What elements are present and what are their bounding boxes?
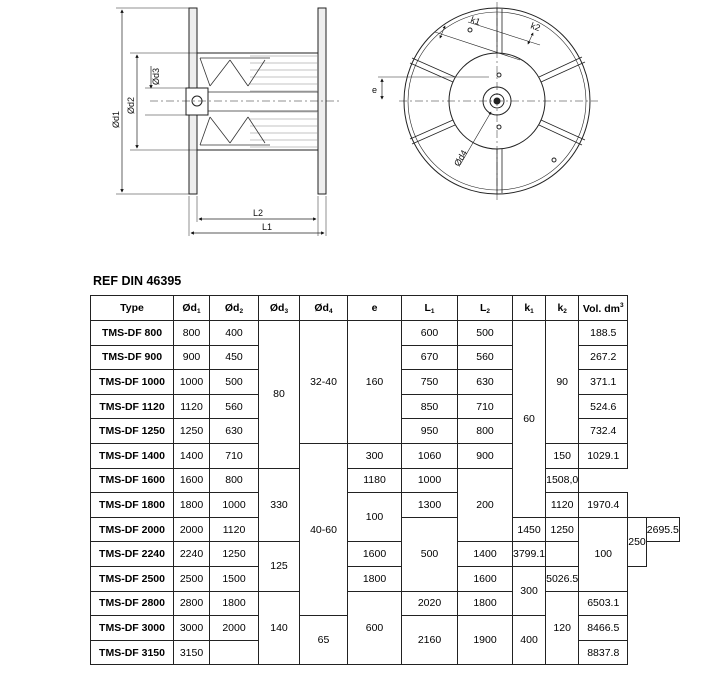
cell-volume: 371.1 — [579, 370, 628, 395]
cell-d1: 1400 — [174, 443, 210, 468]
cell-d4: 32-40 — [300, 321, 348, 444]
cell-L1: 1800 — [348, 566, 402, 591]
cell-type: TMS-DF 3000 — [91, 616, 174, 641]
cell-L1: 2160 — [402, 616, 458, 665]
cell-L1: 750 — [402, 370, 458, 395]
cell-type: TMS-DF 2500 — [91, 566, 174, 591]
cell-d1: 2800 — [174, 591, 210, 616]
cell-k2: 150 — [546, 443, 579, 468]
cell-L2: 1600 — [458, 566, 513, 591]
cell-k2: 200 — [458, 468, 513, 542]
header-row — [91, 296, 680, 321]
label-e: e — [372, 85, 378, 95]
cell-L2: 1250 — [546, 517, 579, 542]
cell-d1: 2500 — [174, 566, 210, 591]
cell-volume: 3799.1 — [513, 542, 546, 567]
cell-L2: 1120 — [546, 493, 579, 518]
cell-e: 330 — [259, 468, 300, 542]
cell-type: TMS-DF 900 — [91, 345, 174, 370]
cell-type: TMS-DF 3150 — [91, 640, 174, 665]
cell-d2: 630 — [210, 419, 259, 444]
cell-type: TMS-DF 2800 — [91, 591, 174, 616]
cell-d2: 1250 — [210, 542, 259, 567]
label-d4: Ød4 — [452, 148, 470, 168]
cell-L1: 600 — [402, 321, 458, 346]
cell-L1: 670 — [402, 345, 458, 370]
label-d2: Ød2 — [126, 96, 136, 114]
cell-e: 500 — [402, 517, 458, 591]
cell-L1: 1450 — [513, 517, 546, 542]
header-d3: $Ød_3$ — [259, 296, 300, 321]
cell-type: TMS-DF 1000 — [91, 370, 174, 395]
cell-k2: 90 — [546, 321, 579, 444]
cell-d1: 1800 — [174, 493, 210, 518]
cell-L2: 560 — [458, 345, 513, 370]
cell-L1: 950 — [402, 419, 458, 444]
cell-volume: 2695.5 — [646, 517, 679, 542]
cell-type: TMS-DF 2240 — [91, 542, 174, 567]
cell-type: TMS-DF 1800 — [91, 493, 174, 518]
front-view — [378, 2, 598, 200]
cell-k1: 120 — [546, 591, 579, 665]
cell-e: 600 — [348, 591, 402, 665]
cell-d1: 900 — [174, 345, 210, 370]
cell-e: 300 — [348, 443, 402, 468]
cell-d3: 125 — [259, 542, 300, 591]
cell-d1: 2000 — [174, 517, 210, 542]
table-row — [91, 321, 680, 346]
cell-L2: 800 — [458, 419, 513, 444]
cell-volume: 1029.1 — [579, 443, 628, 468]
cell-type: TMS-DF 1600 — [91, 468, 174, 493]
table-row — [91, 443, 680, 468]
reel-specification-table — [90, 295, 680, 665]
cell-L1: 850 — [402, 394, 458, 419]
header-e: e — [348, 296, 402, 321]
header-L2: $L_2$ — [458, 296, 513, 321]
table-row — [91, 468, 680, 493]
cell-volume: 1970.4 — [579, 493, 628, 518]
side-view — [116, 8, 340, 236]
cell-k1: 60 — [513, 321, 546, 518]
cell-d2: 560 — [210, 394, 259, 419]
cell-d2: 710 — [210, 443, 259, 468]
cell-k2: 400 — [513, 616, 546, 665]
cell-L1: 2020 — [402, 591, 458, 616]
cell-L2: 710 — [458, 394, 513, 419]
reel-technical-drawing — [0, 0, 705, 270]
header-type: Type — [91, 296, 174, 321]
cell-d2: 500 — [210, 370, 259, 395]
cell-L2: 900 — [458, 443, 513, 468]
cell-d1: 2240 — [174, 542, 210, 567]
cell-k1: 100 — [579, 517, 628, 591]
cell-volume: 6503.1 — [579, 591, 628, 616]
cell-d1: 1000 — [174, 370, 210, 395]
cell-d1: 1120 — [174, 394, 210, 419]
cell-type: TMS-DF 1250 — [91, 419, 174, 444]
table-row — [91, 591, 680, 616]
cell-volume: 1508,0 — [546, 468, 579, 493]
cell-L2: 1000 — [402, 468, 458, 493]
cell-volume: 8837.8 — [579, 640, 628, 665]
cell-d2: 400 — [210, 321, 259, 346]
header-d1: $Ød_1$ — [174, 296, 210, 321]
label-L1: L1 — [262, 222, 273, 232]
cell-type: TMS-DF 800 — [91, 321, 174, 346]
cell-L2: 1900 — [458, 616, 513, 665]
header-d4: $Ød_4$ — [300, 296, 348, 321]
label-d3: Ød3 — [151, 67, 161, 85]
cell-d2: 1120 — [210, 517, 259, 542]
cell-k2: 250 — [628, 517, 647, 566]
header-L1: $L_1$ — [402, 296, 458, 321]
cell-d3: 80 — [259, 321, 300, 469]
cell-volume: 732.4 — [579, 419, 628, 444]
cell-d2: 2000 — [210, 616, 259, 641]
cell-L2: 630 — [458, 370, 513, 395]
cell-volume: 188.5 — [579, 321, 628, 346]
cell-d2: 450 — [210, 345, 259, 370]
cell-L1: 1300 — [402, 493, 458, 518]
cell-e: 160 — [348, 321, 402, 444]
header-k1: $k_1$ — [513, 296, 546, 321]
cell-d3: 140 — [259, 591, 300, 665]
cell-type: TMS-DF 1120 — [91, 394, 174, 419]
label-k1: k1 — [469, 14, 482, 28]
cell-volume: 267.2 — [579, 345, 628, 370]
cell-volume: 8466.5 — [579, 616, 628, 641]
cell-d2: 1500 — [210, 566, 259, 591]
cell-L2: 500 — [458, 321, 513, 346]
table-row — [91, 493, 680, 518]
cell-type: TMS-DF 1400 — [91, 443, 174, 468]
cell-d1: 1250 — [174, 419, 210, 444]
cell-volume: 524.6 — [579, 394, 628, 419]
cell-L2: 1400 — [458, 542, 513, 567]
cell-type: TMS-DF 2000 — [91, 517, 174, 542]
cell-d1: 3000 — [174, 616, 210, 641]
cell-d2: 800 — [210, 468, 259, 493]
label-L2: L2 — [253, 208, 264, 218]
cell-L1: 1180 — [348, 468, 402, 493]
cell-L1: 1600 — [348, 542, 402, 567]
cell-d3: 100 — [348, 493, 402, 542]
cell-d1: 800 — [174, 321, 210, 346]
cell-d4: 65 — [300, 616, 348, 665]
label-k2: k2 — [529, 20, 542, 34]
cell-L1: 1060 — [402, 443, 458, 468]
label-d1: Ød1 — [111, 110, 121, 128]
cell-d2: 1000 — [210, 493, 259, 518]
cell-L2: 1800 — [458, 591, 513, 616]
cell-d1: 3150 — [174, 640, 210, 665]
header-d2: $Ød_2$ — [210, 296, 259, 321]
header-k2: $k_2$ — [546, 296, 579, 321]
cell-k2: 300 — [513, 566, 546, 615]
cell-volume: 5026.5 — [546, 566, 579, 591]
header-volume: Vol. $dm^3$ — [579, 296, 628, 321]
cell-d1: 1600 — [174, 468, 210, 493]
reference-title: REF DIN 46395 — [93, 274, 182, 288]
cell-d2: 1800 — [210, 591, 259, 616]
cell-d2 — [210, 640, 259, 665]
cell-d4: 40-60 — [300, 443, 348, 615]
